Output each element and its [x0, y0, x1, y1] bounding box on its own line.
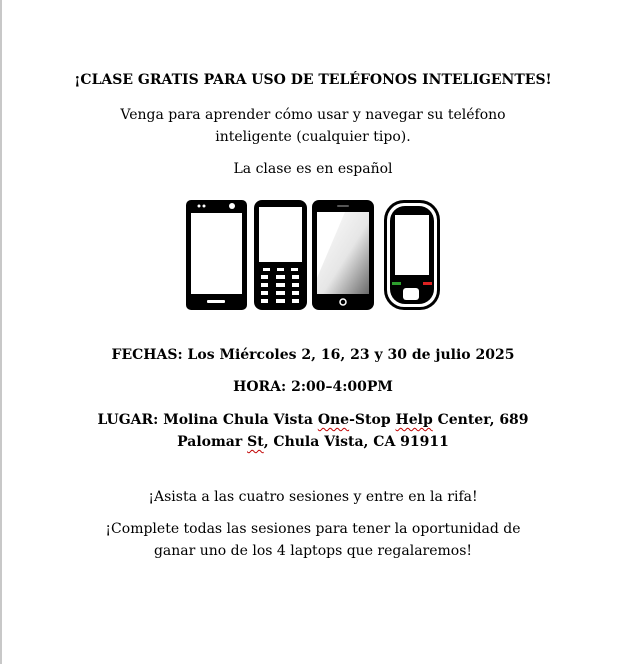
spellcheck-word-one: One — [317, 412, 350, 428]
language-note: La clase es en español — [233, 161, 393, 177]
class-time: HORA: 2:00–4:00PM — [233, 379, 393, 395]
spellcheck-word-st: St — [247, 434, 264, 450]
class-dates: FECHAS: Los Miércoles 2, 16, 23 y 30 de julio 2025 — [111, 347, 515, 363]
phones-illustration — [185, 198, 441, 312]
flyer-title: ¡CLASE GRATIS PARA USO DE TELÉFONOS INTELIGENTES! — [74, 72, 552, 88]
complete-line-1: ¡Complete todas las sesiones para tener la oportunidad de — [105, 521, 521, 537]
keypad-phone-icon — [254, 200, 307, 310]
location-line-2: Palomar St, Chula Vista, CA 91911 — [177, 434, 449, 450]
intro-line-2: inteligente (cualquier tipo). — [215, 129, 411, 145]
intro-line-1: Venga para aprender cómo usar y navegar su teléfono — [120, 107, 506, 123]
glossy-smartphone-icon — [312, 200, 374, 310]
rounded-phone-icon — [384, 200, 440, 310]
complete-line-2: ganar uno de los 4 laptops que regalaremos! — [153, 543, 473, 559]
raffle-note: ¡Asista a las cuatro sesiones y entre en la rifa! — [148, 489, 478, 505]
spellcheck-word-help: Help — [395, 412, 433, 428]
location-line-1: LUGAR: Molina Chula Vista One-Stop Help Center, 689 — [97, 412, 529, 428]
smartphone-icon — [186, 200, 247, 310]
